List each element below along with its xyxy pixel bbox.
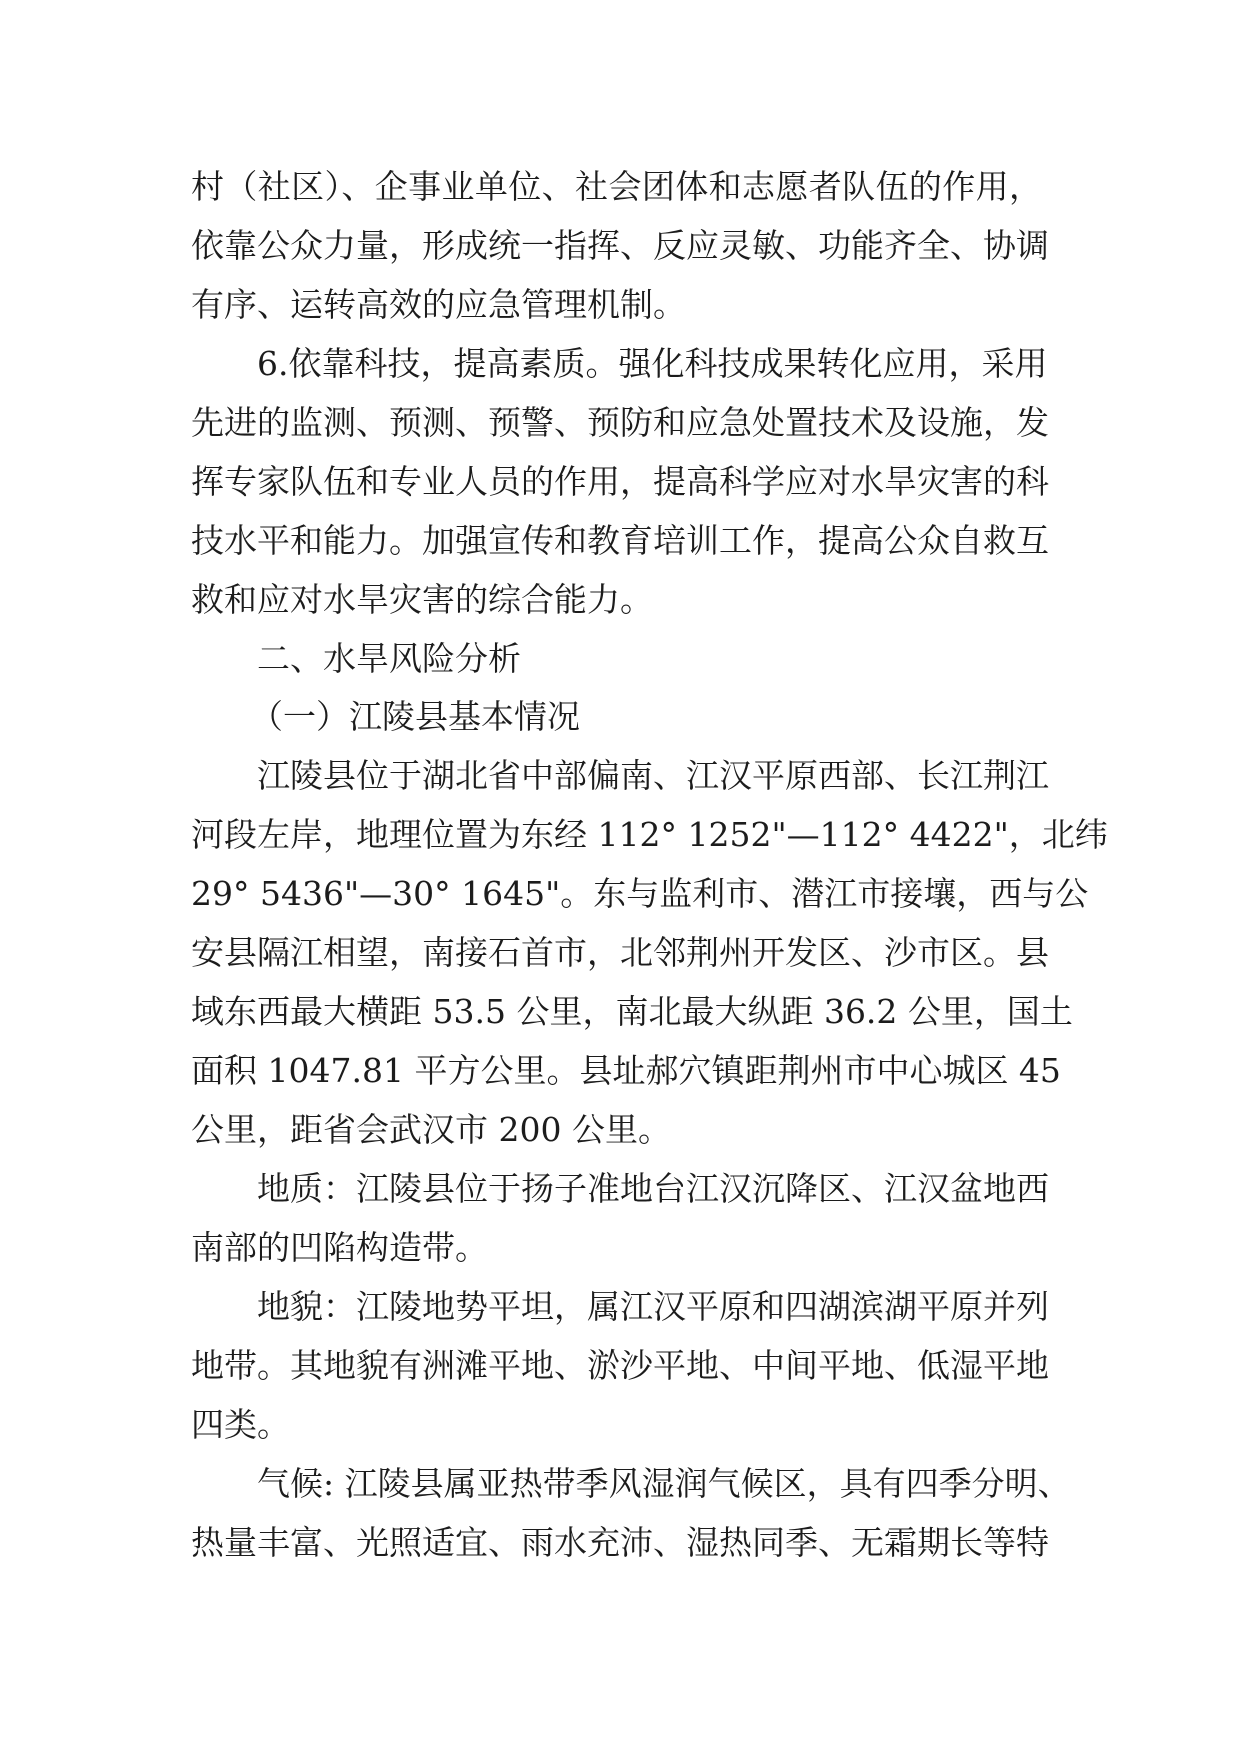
subsection-heading: （一）江陵县基本情况 bbox=[250, 697, 580, 736]
text-line: 29° 5436"—30° 1645"。东与监利市、潜江市接壤，西与公 bbox=[191, 874, 1089, 913]
text-line: 先进的监测、预测、预警、预防和应急处置技术及设施，发 bbox=[191, 403, 1049, 442]
text-line: 域东西最大横距 53.5 公里，南北最大纵距 36.2 公里，国土 bbox=[191, 992, 1073, 1031]
text-line: 挥专家队伍和专业人员的作用，提高科学应对水旱灾害的科 bbox=[191, 462, 1049, 501]
text-line: 地带。其地貌有洲滩平地、淤沙平地、中间平地、低湿平地 bbox=[191, 1346, 1049, 1385]
text-line: 四类。 bbox=[191, 1405, 290, 1444]
text-line: 江陵县位于湖北省中部偏南、江汉平原西部、长江荆江 bbox=[257, 756, 1049, 795]
section-heading: 二、水旱风险分析 bbox=[257, 639, 521, 678]
text-line: 安县隔江相望，南接石首市，北邻荆州开发区、沙市区。县 bbox=[191, 933, 1049, 972]
text-line: 有序、运转高效的应急管理机制。 bbox=[191, 285, 686, 324]
text-line: 面积 1047.81 平方公里。县址郝穴镇距荆州市中心城区 45 bbox=[191, 1051, 1061, 1090]
text-line: 河段左岸，地理位置为东经 112° 1252"—112° 4422"，北纬 bbox=[191, 815, 1108, 854]
text-line: 公里，距省会武汉市 200 公里。 bbox=[191, 1110, 671, 1149]
text-line: 气候: 江陵县属亚热带季风湿润气候区，具有四季分明、 bbox=[257, 1464, 1071, 1503]
text-line: 热量丰富、光照适宜、雨水充沛、湿热同季、无霜期长等特 bbox=[191, 1523, 1049, 1562]
text-line: 6.依靠科技，提高素质。强化科技成果转化应用，采用 bbox=[257, 344, 1048, 383]
text-line: 南部的凹陷构造带。 bbox=[191, 1228, 488, 1267]
text-line: 地质：江陵县位于扬子准地台江汉沉降区、江汉盆地西 bbox=[257, 1169, 1049, 1208]
text-line: 村（社区）、企事业单位、社会团体和志愿者队伍的作用， bbox=[191, 167, 1042, 206]
text-line: 技水平和能力。加强宣传和教育培训工作，提高公众自救互 bbox=[191, 521, 1049, 560]
text-line: 地貌：江陵地势平坦，属江汉平原和四湖滨湖平原并列 bbox=[257, 1287, 1049, 1326]
text-line: 依靠公众力量，形成统一指挥、反应灵敏、功能齐全、协调 bbox=[191, 226, 1049, 265]
text-line: 救和应对水旱灾害的综合能力。 bbox=[191, 580, 653, 619]
